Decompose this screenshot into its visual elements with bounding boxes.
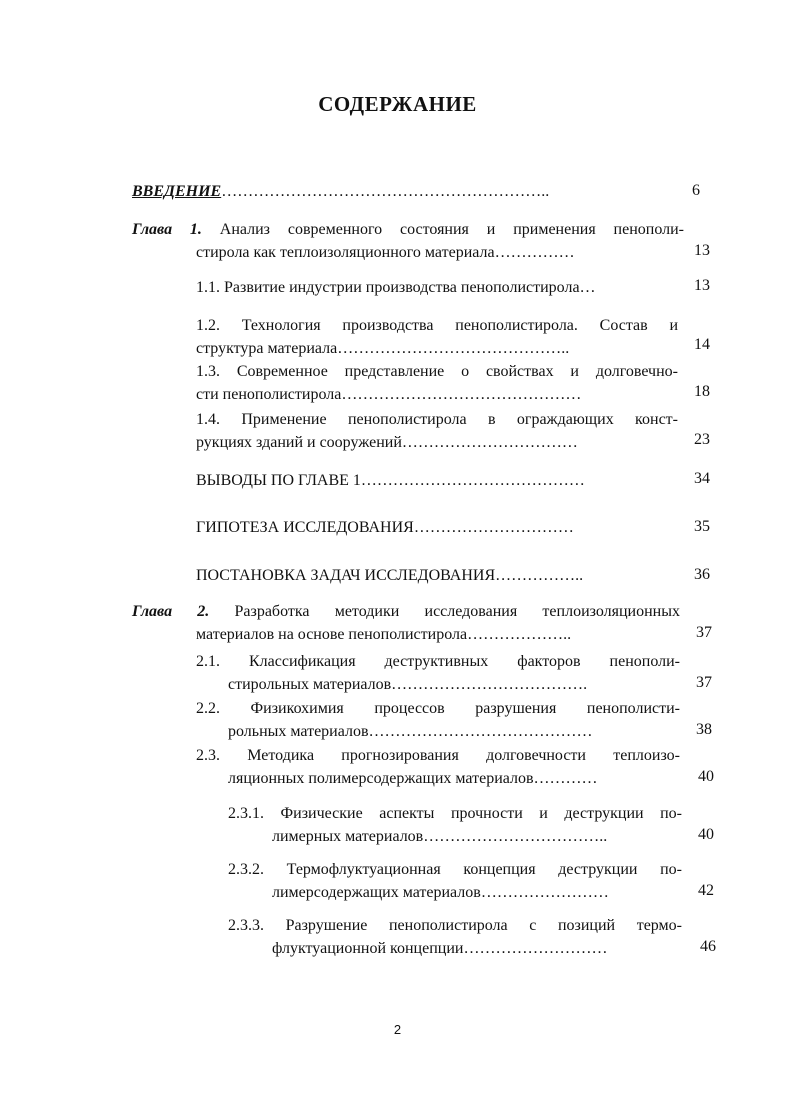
toc-entry-2-3-2[interactable] xyxy=(228,858,682,904)
toc-entry-label: Разработка методики исследования теплоизоляционных xyxy=(209,603,680,620)
toc-entry-continuation: лимерных материалов…………………………….. xyxy=(272,828,608,845)
toc-entry-label: 2.3.1. Физические аспекты прочности и деструкции по- xyxy=(228,805,682,822)
toc-entry-1-3[interactable] xyxy=(196,360,678,406)
toc-page-number: 14 xyxy=(694,336,710,353)
toc-page-number: 38 xyxy=(696,721,712,738)
toc-page-number: 23 xyxy=(694,431,710,448)
toc-entry-2-3-1[interactable] xyxy=(228,802,682,848)
toc-entry-label: 1.2. Технология производства пенополистирола. Состав и xyxy=(196,317,678,334)
toc-entry-label: 2.3. Методика прогнозирования долговечности теплоизо- xyxy=(196,747,680,764)
toc-page-number: 13 xyxy=(694,242,710,259)
toc-entry-1-1[interactable] xyxy=(196,276,676,299)
toc-entry-continuation: материалов на основе пенополистирола……………….. xyxy=(196,626,572,643)
toc-entry-2-3[interactable] xyxy=(196,744,680,790)
toc-page-number: 36 xyxy=(694,566,710,583)
toc-entry-label: 2.3.3. Разрушение пенополистирола с позиций термо- xyxy=(228,917,682,934)
toc-entry-continuation: стирола как теплоизоляционного материала…………… xyxy=(196,244,575,261)
toc-entry-introduction[interactable] xyxy=(132,180,662,203)
toc-entry-label: 1.4. Применение пенополистирола в ограждающих конст- xyxy=(196,411,678,428)
toc-entry-continuation: ляционных полимерсодержащих материалов………… xyxy=(228,770,598,787)
toc-page-number: 46 xyxy=(700,938,716,955)
toc-entry-continuation: рукциях зданий и сооружений…………………………… xyxy=(196,434,578,451)
toc-entry-chapter-1[interactable] xyxy=(132,218,684,264)
toc-page-number: 37 xyxy=(696,674,712,691)
toc-leader-dots: …………………………………………………….. xyxy=(221,183,550,200)
toc-entry-label: 1.1. Развитие индустрии производства пенополистирола… xyxy=(196,279,596,296)
toc-entry-chapter-1-conclusions[interactable] xyxy=(196,469,676,492)
toc-entry-research-tasks[interactable] xyxy=(196,564,676,587)
toc-entry-label: 2.2. Физикохимия процессов разрушения пенополисти- xyxy=(196,700,680,717)
toc-entry-continuation: стирольных материалов………………………………. xyxy=(228,676,588,693)
toc-entry-label: ВЫВОДЫ ПО ГЛАВЕ 1…………………………………… xyxy=(196,472,585,489)
toc-entry-continuation: рольных материалов…………………………………… xyxy=(228,723,593,740)
toc-page-number: 37 xyxy=(696,624,712,641)
toc-page-number: 35 xyxy=(694,518,710,535)
chapter-prefix: Глава 1. xyxy=(132,221,202,238)
toc-entry-label: ВВЕДЕНИЕ xyxy=(132,183,222,200)
toc-entry-chapter-2[interactable] xyxy=(132,600,680,646)
toc-page-number: 34 xyxy=(694,470,710,487)
toc-page-number: 42 xyxy=(698,882,714,899)
toc-entry-label: 2.3.2. Термофлуктуационная концепция деструкции по- xyxy=(228,861,682,878)
toc-entry-label: Анализ современного состояния и применения пенополи- xyxy=(201,221,685,238)
toc-entry-label: 1.3. Современное представление о свойствах и долговечно- xyxy=(196,363,678,380)
toc-page-number: 13 xyxy=(694,277,710,294)
page-title: СОДЕРЖАНИЕ xyxy=(318,92,477,116)
toc-page-number: 18 xyxy=(694,383,710,400)
toc-page-number: 40 xyxy=(698,826,714,843)
toc-entry-1-2[interactable] xyxy=(196,314,678,360)
toc-entry-1-4[interactable] xyxy=(196,408,678,454)
toc-entry-hypothesis[interactable] xyxy=(196,516,676,539)
toc-entry-2-1[interactable] xyxy=(196,650,680,696)
toc-entry-label: ПОСТАНОВКА ЗАДАЧ ИССЛЕДОВАНИЯ…………….. xyxy=(196,567,584,584)
toc-entry-continuation: структура материала…………………………………….. xyxy=(196,340,570,357)
chapter-prefix: Глава 2. xyxy=(132,603,210,620)
toc-entry-label: 2.1. Классификация деструктивных факторов пенополи- xyxy=(196,653,680,670)
toc-entry-2-2[interactable] xyxy=(196,697,680,743)
toc-entry-continuation: лимерсодержащих материалов…………………… xyxy=(272,884,609,901)
toc-entry-label: ГИПОТЕЗА ИССЛЕДОВАНИЯ………………………… xyxy=(196,519,574,536)
toc-entry-2-3-3[interactable] xyxy=(228,914,682,960)
toc-page-number: 40 xyxy=(698,768,714,785)
toc-entry-continuation: сти пенополистирола……………………………………… xyxy=(196,386,582,403)
toc-page-number: 6 xyxy=(692,182,700,199)
toc-entry-continuation: флуктуационной концепции……………………… xyxy=(272,940,608,957)
page-number: 2 xyxy=(393,1022,402,1037)
